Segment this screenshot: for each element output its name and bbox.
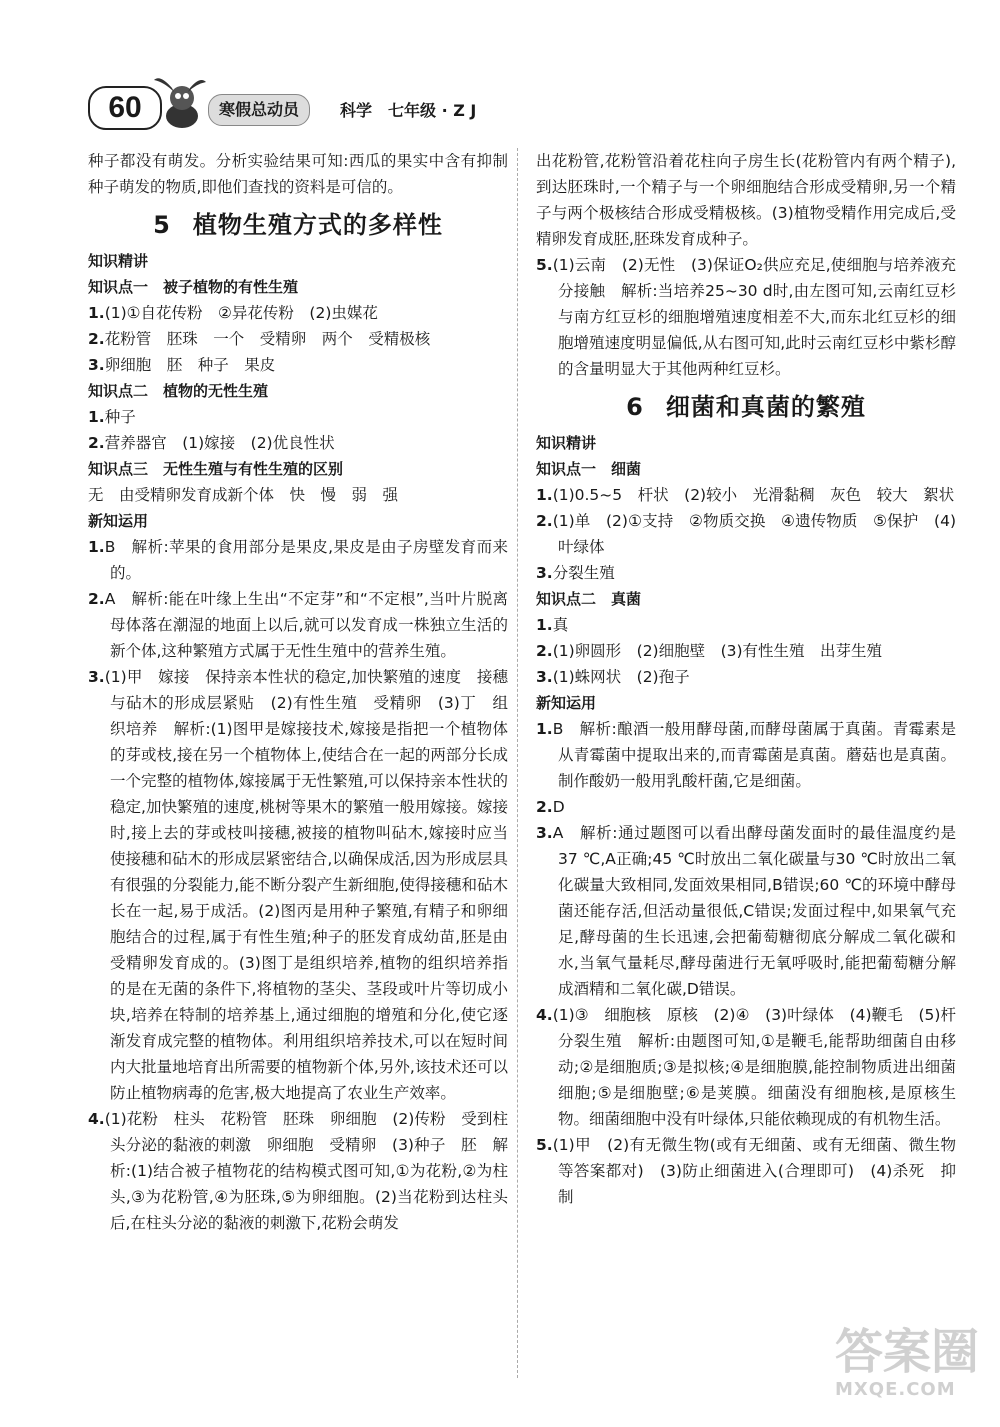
item-number: 5. (536, 1136, 553, 1154)
item-number: 2. (536, 798, 553, 816)
answer-item (536, 1132, 956, 1210)
chapter-heading (536, 394, 956, 420)
answer-item (536, 560, 956, 586)
answer-item (536, 1002, 972, 1132)
answer-item (536, 716, 956, 794)
answer-item (88, 664, 508, 1106)
item-number: 2. (88, 590, 105, 608)
knowledge-point-heading: 知识点二 真菌 (536, 590, 642, 608)
item-text: A 解析:能在叶缘上生出“不定芽”和“不定根”,当叶片脱离母体落在潮湿的地面上以后,就可以发育成一株独立生活的新个体,这种繁殖方式属于无性生殖中的营养生殖。 (104, 590, 508, 660)
answer-item (536, 794, 956, 820)
item-number: 1. (88, 538, 105, 556)
watermark-url: MXQE.COM (835, 1379, 956, 1400)
section-label: 知识精讲 (536, 434, 597, 452)
item-number: 1. (536, 720, 553, 738)
item-text: A 解析:通过题图可以看出酵母菌发面时的最佳温度约是37 ℃,A正确;45 ℃时放出二氧化碳量与30 ℃时放出二氧化碳量大致相同,发面效果相同,B错误;60 ℃的环境中酵母菌还能存活,但活动量很低,C错误;发面过程中,如果氧气充足,酵母菌的生长迅速,会把葡萄糖彻底分解成二氧化碳和水,当氧气量耗尽,酵母菌进行无氧呼吸时,能把葡萄糖分解成酒精和二氧化碳,D错误。 (552, 824, 956, 998)
item-text: (1)甲 (2)有无微生物(或有无细菌、或有无细菌、微生物等答案都对) (3)防止细菌进入(合理即可) (4)杀死 抑制 (552, 1136, 956, 1206)
answer-item (536, 252, 956, 382)
item-number: 1. (536, 486, 553, 504)
item-number: 1. (88, 408, 105, 426)
answer-item (536, 638, 956, 664)
item-number: 5. (536, 256, 553, 274)
item-text: (1)单 (2)①支持 ②物质交换 ④遗传物质 ⑤保护 (4)叶绿体 (552, 512, 956, 556)
item-text: (1)蛛网状 (2)孢子 (552, 668, 690, 686)
item-text: D (552, 798, 565, 816)
item-number: 3. (88, 668, 105, 686)
watermark-logo (835, 1325, 985, 1415)
item-number: 2. (536, 642, 553, 660)
item-text: 营养器官 (1)嫁接 (2)优良性状 (104, 434, 335, 452)
item-number: 1. (536, 616, 553, 634)
answer-item (536, 508, 956, 560)
item-number: 1. (88, 304, 105, 322)
left-column (88, 148, 508, 1236)
answer-item (88, 586, 508, 664)
answer-item (88, 326, 508, 352)
item-number: 3. (536, 824, 553, 842)
item-text: (1)③ 细胞核 原核 (2)④ (3)叶绿体 (4)鞭毛 (5)杆 分裂生殖 解析:由题图可知,①是鞭毛,能帮助细菌自由移动;②是细胞质;③是拟核;④是细胞膜,能控制物质进出细菌细胞;⑤是细胞壁;⑥是荚膜。细菌没有细胞核,是原核生物。细菌细胞中没有叶绿体,只能依赖现成的有机物生活。 (552, 1006, 972, 1128)
item-text: (1)①自花传粉 ②异花传粉 (2)虫媒花 (104, 304, 378, 322)
item-number: 3. (536, 668, 553, 686)
item-number: 3. (536, 564, 553, 582)
answer-item (88, 352, 508, 378)
item-text: 真 (552, 616, 569, 634)
knowledge-point-heading: 知识点三 无性生殖与有性生殖的区别 (88, 460, 344, 478)
mascot-icon (150, 72, 210, 130)
brand-badge: 寒假总动员 (208, 94, 310, 126)
item-text: 卵细胞 胚 种子 果皮 (104, 356, 276, 374)
item-text: (1)云南 (2)无性 (3)保证O₂供应充足,使细胞与培养液充分接触 解析:当培养25~30 d时,由左图可知,云南红豆杉与南方红豆杉的细胞增殖速度相差不大,而东北红豆杉的细胞增殖速度明显偏低,从右图可知,此时云南红豆杉中紫杉醇的含量明显大于其他两种红豆杉。 (552, 256, 956, 378)
chapter-number: 5 (153, 211, 171, 239)
answer-item (88, 404, 508, 430)
item-text: B 解析:苹果的食用部分是果皮,果皮是由子房壁发育而来的。 (104, 538, 508, 582)
item-number: 2. (88, 434, 105, 452)
answer-text: 无 由受精卵发育成新个体 快 慢 弱 强 (88, 486, 399, 504)
answer-item (88, 1106, 508, 1236)
right-column (536, 148, 972, 1210)
chapter-title: 植物生殖方式的多样性 (192, 211, 443, 239)
item-number: 4. (536, 1006, 553, 1024)
section-label: 新知运用 (88, 512, 149, 530)
chapter-heading (88, 212, 508, 238)
knowledge-point-heading: 知识点一 细菌 (536, 460, 642, 478)
section-label: 知识精讲 (88, 252, 149, 270)
answer-item (536, 664, 956, 690)
item-text: B 解析:酿酒一般用酵母菌,而酵母菌属于真菌。青霉素是从青霉菌中提取出来的,而青霉菌是真菌。蘑菇也是真菌。制作酸奶一般用乳酸杆菌,它是细菌。 (552, 720, 956, 790)
answer-item (88, 534, 508, 586)
knowledge-point-heading: 知识点一 被子植物的有性生殖 (88, 278, 299, 296)
item-number: 4. (88, 1110, 105, 1128)
answer-item (536, 482, 956, 508)
item-text: (1)0.5~5 杆状 (2)较小 光滑黏稠 灰色 较大 絮状 (552, 486, 955, 504)
answer-item (536, 612, 956, 638)
intro-text: 种子都没有萌发。分析实验结果可知:西瓜的果实中含有抑制种子萌发的物质,即他们查找的资料是可信的。 (88, 152, 508, 196)
page-header (88, 72, 508, 130)
subject-grade: 科学 七年级 · Z J (340, 101, 477, 120)
item-text: (1)甲 嫁接 保持亲本性状的稳定,加快繁殖的速度 接穗与砧木的形成层紧贴 (2)有性生殖 受精卵 (3)丁 组织培养 解析:(1)图甲是嫁接技术,嫁接是指把一个植物体的芽或枝,接在另一个植物体上,使结合在一起的两部分长成一个完整的植物体,嫁接属于无性繁殖,可以保持亲本性状的稳定,加快繁殖的速度,桃树等果木的繁殖一般用嫁接。嫁接时,接上去的芽或枝叫接穗,被接的植物叫砧木,嫁接时应当使接穗和砧木的形成层紧密结合,以确保成活,因为形成层具有很强的分裂能力,能不断分裂产生新细胞,使得接穗和砧木长在一起,易于成活。(2)图丙是用种子繁殖,有精子和卵细胞结合的过程,属于有性生殖;种子的胚发育成幼苗,胚是由受精卵发育成的。(3)图丁是组织培养,植物的组织培养指的是在无菌的条件下,将植物的茎尖、茎段或叶片等切成小块,培养在特制的培养基上,通过细胞的增殖和分化,使它逐渐发育成完整的植物体。利用组织培养技术,可以在短时间内大批量地培育出所需要的植物新个体,另外,该技术还可以防止植物病毒的危害,极大地提高了农业生产效率。 (104, 668, 508, 1102)
answer-item (536, 820, 956, 1002)
answer-item (88, 430, 508, 456)
answer-item (88, 300, 508, 326)
watermark-title: 答案圈 (835, 1324, 980, 1380)
section-label: 新知运用 (536, 694, 597, 712)
item-text: 分裂生殖 (552, 564, 615, 582)
column-divider (517, 148, 518, 1378)
chapter-title: 细菌和真菌的繁殖 (665, 393, 866, 421)
item-number: 2. (88, 330, 105, 348)
item-text: 花粉管 胚珠 一个 受精卵 两个 受精极核 (104, 330, 431, 348)
item-number: 3. (88, 356, 105, 374)
page-number: 60 (88, 86, 162, 130)
knowledge-point-heading: 知识点二 植物的无性生殖 (88, 382, 269, 400)
item-text: 种子 (104, 408, 136, 426)
item-number: 2. (536, 512, 553, 530)
chapter-number: 6 (626, 393, 644, 421)
item-text: (1)卵圆形 (2)细胞壁 (3)有性生殖 出芽生殖 (552, 642, 883, 660)
item-text: (1)花粉 柱头 花粉管 胚珠 卵细胞 (2)传粉 受到柱头分泌的黏液的刺激 卵细胞 受精卵 (3)种子 胚 解析:(1)结合被子植物花的结构模式图可知,①为花粉,②为柱头,③为花粉管,④为胚珠,⑤为卵细胞。(2)当花粉到达柱头后,在柱头分泌的黏液的刺激下,花粉会萌发 (104, 1110, 508, 1232)
continued-text: 出花粉管,花粉管沿着花柱向子房生长(花粉管内有两个精子),到达胚珠时,一个精子与一个卵细胞结合形成受精卵,另一个精子与两个极核结合形成受精极核。(3)植物受精作用完成后,受精卵发育成胚,胚珠发育成种子。 (536, 152, 956, 248)
